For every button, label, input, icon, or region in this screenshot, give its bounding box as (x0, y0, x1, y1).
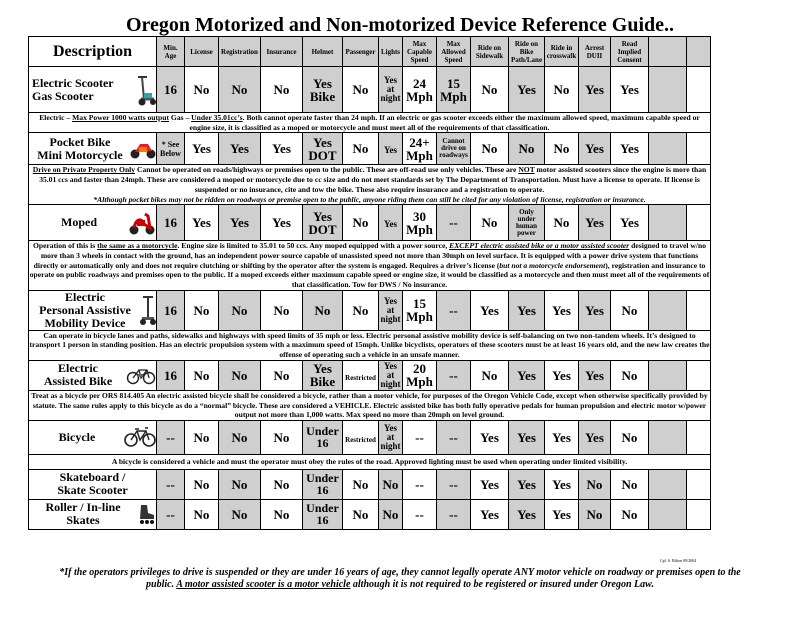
cell-insurance: No (261, 420, 303, 454)
cell-max-capable-speed: 30 Mph (403, 205, 437, 241)
cell-ride-bike-path: Yes (509, 290, 545, 330)
cell-insurance: Yes (261, 133, 303, 165)
cell-max-allowed-speed: 15 Mph (437, 67, 471, 113)
cell-blank (687, 67, 711, 113)
cell-read-implied-consent: No (611, 420, 649, 454)
cell-max-allowed-speed: -- (437, 469, 471, 499)
cell-read-implied-consent: Yes (611, 67, 649, 113)
cell-max-capable-speed: 15 Mph (403, 290, 437, 330)
cell-registration: No (219, 67, 261, 113)
cell-license: No (185, 360, 219, 390)
cell-ride-sidewalk: Yes (471, 469, 509, 499)
note-pamd: Can operate in bicycle lanes and paths, sidewalks and highways with speed limits of 35 mph or less. Electric personal assistive mobility device is self-balancing on two non-tandem wheels. It’s designed to transport 1 person in standing position. Has an electric propulsion system with a maximum speed of 15mph. Unlike bicyclists, operators of these scooters must be at least 16 years old, and the new law creates the offense of operating such a vehicle in an unsafe manner. (29, 330, 710, 360)
header-description: Description (29, 37, 157, 67)
scooter-icon (134, 73, 156, 107)
note-row (29, 330, 711, 360)
note-row (29, 165, 711, 205)
reference-table (28, 36, 711, 530)
cell-arrest-duii: Yes (579, 205, 611, 241)
cell-ride-crosswalk: No (545, 205, 579, 241)
cell-license: No (185, 420, 219, 454)
cell-blank (687, 205, 711, 241)
table-row (29, 67, 711, 113)
cell-ride-bike-path: Yes (509, 67, 545, 113)
cell-ride-sidewalk: No (471, 205, 509, 241)
cell-license: No (185, 290, 219, 330)
cell-max-allowed-speed: Cannot drive on roadways (437, 133, 471, 165)
cell-blank (649, 360, 687, 390)
cell-read-implied-consent: No (611, 499, 649, 529)
cell-lights: No (379, 469, 403, 499)
cell-ride-bike-path: No (509, 133, 545, 165)
cell-ride-bike-path: Only under human power (509, 205, 545, 241)
row-description: Moped (29, 205, 157, 241)
cell-read-implied-consent: Yes (611, 133, 649, 165)
cell-blank (687, 290, 711, 330)
cell-blank (649, 499, 687, 529)
cell-blank (649, 420, 687, 454)
cell-passenger: Restricted (343, 360, 379, 390)
cell-ride-sidewalk: No (471, 360, 509, 390)
cell-min-age: 16 (157, 205, 185, 241)
cell-max-capable-speed: -- (403, 499, 437, 529)
inline-skate-icon (136, 503, 156, 525)
cell-ride-bike-path: Yes (509, 420, 545, 454)
cell-passenger: No (343, 205, 379, 241)
cell-ride-crosswalk: Yes (545, 469, 579, 499)
note-row (29, 113, 711, 133)
row-description: Electric Assisted Bike (29, 360, 157, 390)
cell-lights: Yes at night (379, 420, 403, 454)
cell-registration: Yes (219, 205, 261, 241)
cell-blank (649, 290, 687, 330)
cell-passenger: Restricted (343, 420, 379, 454)
row-description: Pocket Bike Mini Motorcycle (29, 133, 157, 165)
cell-registration: No (219, 290, 261, 330)
table-row (29, 133, 711, 165)
cell-passenger: No (343, 133, 379, 165)
cell-ride-sidewalk: Yes (471, 499, 509, 529)
cell-registration: No (219, 360, 261, 390)
cell-helmet: Under 16 (303, 499, 343, 529)
cell-max-capable-speed: 20 Mph (403, 360, 437, 390)
row-description: Roller / In-line Skates (29, 499, 157, 529)
cell-ride-bike-path: Yes (509, 360, 545, 390)
cell-lights: No (379, 499, 403, 529)
note-pocket-bike: Drive on Private Property Only Cannot be operated on roads/highways or premises open to the public. These are off-road use only vehicles. These are NOT motor assisted scooters since the engine is more than 35.01 ccs and faster than 24mph. These are considered a moped or motorcycle due to cc size and do not meet standards set by The Department of Transportation. Must have a license to operate. If license is suspended or no insurance, cite and tow the bike. These also require insurance and a registration to operate. *Although pocket bikes may not be ridden on roadways or premise open to the public, anyone riding them can still be cited for any violation of license, registration or insurance. (29, 165, 711, 205)
cell-blank (687, 499, 711, 529)
header-passenger: Passenger (343, 37, 379, 67)
cell-min-age: 16 (157, 360, 185, 390)
cell-arrest-duii: No (579, 469, 611, 499)
cell-blank (687, 360, 711, 390)
header-row (29, 37, 711, 67)
table-row (29, 499, 711, 529)
cell-max-allowed-speed: -- (437, 290, 471, 330)
cell-license: No (185, 67, 219, 113)
cell-registration: No (219, 420, 261, 454)
cell-max-allowed-speed: -- (437, 499, 471, 529)
note-moped: Operation of this is the same as a motorcycle. Engine size is limited to 35.01 to 50 ccs. Any moped equipped with a power source, EXCEPT electric assisted bike or a motor assisted scooter designed to travel w/no more than 3 wheels in contact with the ground, has an independent power source capable of unassisted speed not more than 30mph on level surface. It is equipped with a power drive system that functions directly or automatically only and does not require clutching or shifting by the operator after the system is engaged. Requires a driver’s license (but not a motorcycle endorsement), registration and insurance to operate on public roadways and premises open to the public. If a moped exceeds either maximum capable speed or engine size, it would be classified as a motorcycle and then must meet all of the requirements of that classification. Tow for DWS / No insurance. (29, 241, 710, 290)
cell-ride-sidewalk: Yes (471, 290, 509, 330)
cell-ride-sidewalk: Yes (471, 420, 509, 454)
electric-bike-icon (126, 365, 156, 385)
cell-arrest-duii: Yes (579, 420, 611, 454)
cell-helmet: No (303, 290, 343, 330)
cell-max-allowed-speed: -- (437, 205, 471, 241)
cell-passenger: No (343, 67, 379, 113)
page-title: Oregon Motorized and Non-motorized Device Reference Guide.. (125, 14, 675, 36)
cell-ride-crosswalk: No (545, 133, 579, 165)
header-license: License (185, 37, 219, 67)
cell-helmet: Yes DOT (303, 133, 343, 165)
cell-insurance: No (261, 67, 303, 113)
cell-helmet: Under 16 (303, 469, 343, 499)
cell-blank (649, 205, 687, 241)
row-description: Bicycle (29, 420, 157, 454)
cell-read-implied-consent: No (611, 290, 649, 330)
cell-passenger: No (343, 469, 379, 499)
cell-max-capable-speed: -- (403, 420, 437, 454)
cell-passenger: No (343, 290, 379, 330)
cell-max-capable-speed: -- (403, 469, 437, 499)
cell-license: Yes (185, 133, 219, 165)
cell-helmet: Yes Bike (303, 360, 343, 390)
cell-lights: Yes (379, 205, 403, 241)
cell-ride-crosswalk: Yes (545, 420, 579, 454)
cell-ride-crosswalk: Yes (545, 499, 579, 529)
cell-license: No (185, 499, 219, 529)
cell-license: No (185, 469, 219, 499)
moped-icon (128, 210, 156, 236)
row-description: Electric Scooter Gas Scooter (29, 67, 157, 113)
table-row (29, 360, 711, 390)
note-scooter: Electric – Max Power 1000 watts output Gas – Under 35.01cc’s. Both cannot operate faster than 24 mph. If an electric or gas scooter exceeds either the maximum allowed speed, maximum capable speed or engine size, it is classified as a moped or motorcycle and must meet all of the requirements of that classification. (29, 113, 711, 133)
cell-passenger: No (343, 499, 379, 529)
note-row (29, 390, 711, 420)
cell-license: Yes (185, 205, 219, 241)
cell-arrest-duii: Yes (579, 133, 611, 165)
cell-min-age: 16 (157, 290, 185, 330)
cell-insurance: No (261, 360, 303, 390)
cell-blank (687, 133, 711, 165)
cell-arrest-duii: No (579, 499, 611, 529)
cell-lights: Yes (379, 133, 403, 165)
cell-blank (649, 133, 687, 165)
header-read-implied-consent: Read Implied Consent (611, 37, 649, 67)
cell-lights: Yes at night (380, 360, 401, 389)
cell-insurance: No (261, 290, 303, 330)
cell-arrest-duii: Yes (579, 67, 611, 113)
table-row (29, 205, 711, 241)
cell-max-allowed-speed: -- (437, 360, 471, 390)
header-helmet: Helmet (303, 37, 343, 67)
table-row (29, 290, 711, 330)
cell-min-age: -- (157, 469, 185, 499)
cell-min-age: -- (157, 420, 185, 454)
cell-lights: Yes at night (379, 290, 403, 330)
cell-blank (649, 67, 687, 113)
header-ride-sidewalk: Ride on Sidewalk (471, 37, 509, 67)
cell-ride-crosswalk: No (545, 67, 579, 113)
note-ebike: Treat as a bicycle per ORS 814.405 An electric assisted bicycle shall be considered a bicycle, rather than a motor vehicle, for purposes of the Oregon Vehicle Code, except when otherwise specifically provided by statute. The same rules apply to this bicycle as do a “normal” bicycle. These are considered a VEHICLE. Electric assisted bike has both fully operative pedals for human propulsion and electric motor w/power output not more than 1,000 watts. Max speed no more than 20mph on level ground. (29, 390, 711, 420)
header-max-allowed-speed: Max Allowed Speed (437, 37, 471, 67)
cell-registration: No (219, 469, 261, 499)
cell-blank (687, 469, 711, 499)
header-insurance: Insurance (261, 37, 303, 67)
table-row (29, 420, 711, 454)
note-bicycle: A bicycle is considered a vehicle and must the operator must obey the rules of the road. Approved lighting must be used when operating under limited visibility. (29, 454, 711, 469)
cell-helmet: Yes Bike (303, 67, 343, 113)
cell-max-allowed-speed: -- (437, 420, 471, 454)
note-row (29, 241, 711, 291)
cell-arrest-duii: Yes (579, 290, 611, 330)
cell-registration: Yes (219, 133, 261, 165)
cell-helmet: Under 16 (303, 420, 343, 454)
cell-min-age: * See Below (157, 133, 185, 165)
cell-arrest-duii: Yes (579, 360, 611, 390)
cell-lights: Yes at night (379, 67, 403, 113)
header-lights: Lights (379, 37, 403, 67)
cell-min-age: -- (157, 499, 185, 529)
header-min-age: Min. Age (157, 37, 185, 67)
header-arrest-duii: Arrest DUII (579, 37, 611, 67)
cell-registration: No (219, 499, 261, 529)
cell-blank (649, 469, 687, 499)
note-row (29, 454, 711, 469)
cell-read-implied-consent: Yes (611, 205, 649, 241)
footer-note: *If the operators privileges to drive is suspended or they are under 16 years of age, they cannot legally operate ANY motor vehicle on roadway or premises open to the public. A motor assisted scooter is a motor vehicle although it is not required to be registered or insured under Oregon Law. (59, 567, 741, 590)
cell-ride-crosswalk: Yes (545, 290, 579, 330)
header-max-capable-speed: Max Capable Speed (403, 37, 437, 67)
header-ride-bike-path: Ride on Bike Path/Lane (509, 37, 545, 67)
header-registration: Registration (219, 37, 261, 67)
cell-ride-bike-path: Yes (509, 469, 545, 499)
table-row (29, 469, 711, 499)
cell-blank (687, 420, 711, 454)
header-ride-crosswalk: Ride in crosswalk (545, 37, 579, 67)
row-description: Electric Personal Assistive Mobility Device (29, 290, 157, 330)
cell-read-implied-consent: No (611, 360, 649, 390)
cell-insurance: No (261, 499, 303, 529)
cell-ride-sidewalk: No (471, 133, 509, 165)
header-blank-2 (687, 37, 711, 67)
cell-ride-crosswalk: Yes (545, 360, 579, 390)
pocket-bike-icon (130, 138, 156, 160)
author-credit: Cpl. S. Bilton 09/2004 (660, 558, 697, 563)
cell-insurance: No (261, 469, 303, 499)
cell-read-implied-consent: No (611, 469, 649, 499)
cell-max-capable-speed: 24+ Mph (403, 133, 437, 165)
cell-helmet: Yes DOT (303, 205, 343, 241)
cell-ride-sidewalk: No (471, 67, 509, 113)
cell-insurance: Yes (261, 205, 303, 241)
cell-ride-bike-path: Yes (509, 499, 545, 529)
header-blank-1 (649, 37, 687, 67)
row-description: Skateboard / Skate Scooter (29, 469, 157, 499)
segway-icon (140, 294, 156, 326)
bicycle-icon (124, 426, 156, 448)
cell-min-age: 16 (157, 67, 185, 113)
cell-max-capable-speed: 24 Mph (403, 67, 437, 113)
